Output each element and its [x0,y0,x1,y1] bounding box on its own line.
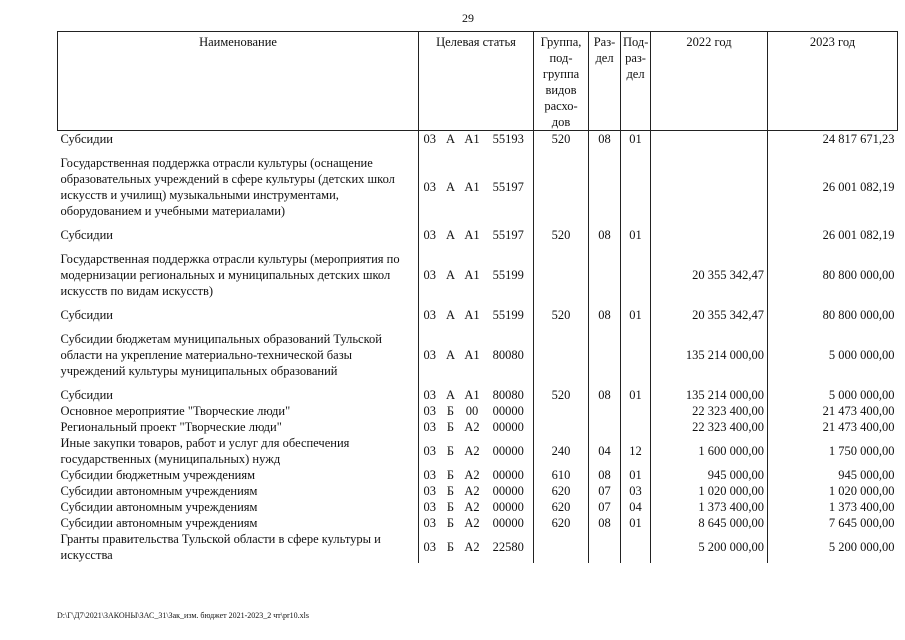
amount-2023: 1 020 000,00 [768,483,898,499]
header-expense-group [534,32,589,131]
razdel: 07 [589,499,621,515]
podrazdel [621,531,651,563]
table-row [58,251,898,299]
header-podrazdel [621,32,651,131]
amount-2023: 1 373 400,00 [768,499,898,515]
row-name: Государственная поддержка отрасли культуры (мероприятия по модернизации региональных и муниципальных детских школ искусств по видам искусств) [60,252,400,298]
row-spacer [58,299,898,307]
table-row [58,307,898,323]
expense-group [534,251,589,299]
amount-2022 [651,131,768,148]
amount-2022 [651,227,768,243]
spacer-cell [589,219,621,227]
expense-group: 620 [534,483,589,499]
spacer-cell [534,323,589,331]
amount-2023: 21 473 400,00 [768,419,898,435]
spacer-cell [621,147,651,155]
header-razdel-line: дел [595,51,614,65]
table-row [58,131,898,148]
spacer-cell [768,323,898,331]
target-code-event: А2 [464,540,480,554]
spacer-cell [461,323,484,331]
spacer-cell [461,147,484,155]
header-razdel-line: Раз- [593,35,616,49]
spacer-cell [484,243,534,251]
expense-group: 610 [534,467,589,483]
row-name: Субсидии бюджетным учреждениям [60,468,256,482]
spacer-cell [58,147,419,155]
spacer-cell [589,147,621,155]
podrazdel: 01 [621,227,651,243]
target-code-direction: 00000 [492,468,524,482]
row-spacer [58,379,898,387]
target-code-program: 03 [419,515,441,531]
razdel: 08 [589,131,621,148]
amount-2022: 135 214 000,00 [651,331,768,379]
amount-2023: 5 000 000,00 [768,387,898,403]
podrazdel: 01 [621,387,651,403]
expense-group [534,531,589,563]
table-body [58,131,898,564]
expense-group: 520 [534,307,589,323]
target-code-program: 03 [419,531,441,563]
target-code-event: А2 [464,468,480,482]
expense-group: 240 [534,435,589,467]
spacer-cell [589,299,621,307]
spacer-cell [419,243,441,251]
spacer-cell [461,219,484,227]
target-code-event: А2 [464,516,480,530]
spacer-cell [441,379,461,387]
podrazdel [621,419,651,435]
spacer-cell [621,323,651,331]
target-code-subprogram: Б [446,484,455,498]
podrazdel: 01 [621,467,651,483]
target-code-program: 03 [419,467,441,483]
expense-group: 520 [534,387,589,403]
expense-group: 620 [534,499,589,515]
target-code-subprogram: А [445,388,456,402]
expense-group [534,403,589,419]
target-code-program: 03 [419,307,441,323]
header-group-line: видов [545,83,577,97]
table-row [58,331,898,379]
row-name: Региональный проект "Творческие люди" [60,420,282,434]
target-code-subprogram: А [445,180,456,194]
spacer-cell [441,147,461,155]
header-name: Наименование [58,32,419,131]
podrazdel [621,331,651,379]
header-group-line: группа [542,67,580,81]
budget-table [57,31,898,563]
amount-2022: 20 355 342,47 [651,307,768,323]
header-podrazdel-line: дел [626,67,645,81]
table-header-row [58,32,898,131]
expense-group [534,331,589,379]
amount-2022: 1 600 000,00 [651,435,768,467]
amount-2023: 5 000 000,00 [768,331,898,379]
row-name: Гранты правительства Тульской области в сфере культуры и искусства [60,532,381,562]
target-code-subprogram: А [445,228,456,242]
target-code-program: 03 [419,387,441,403]
target-code-subprogram: А [445,348,456,362]
spacer-cell [484,299,534,307]
podrazdel: 12 [621,435,651,467]
spacer-cell [419,379,441,387]
amount-2022: 1 373 400,00 [651,499,768,515]
header-year-2023: 2023 год [768,32,898,131]
target-code-program: 03 [419,403,441,419]
table-row [58,403,898,419]
target-code-program: 03 [419,227,441,243]
spacer-cell [534,379,589,387]
spacer-cell [768,147,898,155]
row-name: Иные закупки товаров, работ и услуг для обеспечения государственных (муниципальных) нужд [60,436,350,466]
row-name: Субсидии [60,132,113,146]
header-razdel [589,32,621,131]
amount-2023: 945 000,00 [768,467,898,483]
spacer-cell [621,299,651,307]
razdel: 08 [589,387,621,403]
spacer-cell [58,219,419,227]
razdel [589,155,621,219]
razdel [589,251,621,299]
razdel [589,531,621,563]
target-code-direction: 80080 [492,348,524,362]
amount-2022: 8 645 000,00 [651,515,768,531]
spacer-cell [651,323,768,331]
razdel: 08 [589,515,621,531]
table-row [58,531,898,563]
spacer-cell [441,219,461,227]
target-code-subprogram: Б [446,500,455,514]
row-name: Субсидии [60,228,113,242]
target-code-event: А2 [464,444,480,458]
table-row [58,515,898,531]
spacer-cell [461,243,484,251]
spacer-cell [534,243,589,251]
podrazdel [621,251,651,299]
spacer-cell [484,379,534,387]
spacer-cell [621,243,651,251]
header-target-article: Целевая статья [419,32,534,131]
target-code-direction: 55199 [492,308,524,322]
spacer-cell [419,299,441,307]
amount-2023: 26 001 082,19 [768,155,898,219]
target-code-program: 03 [419,155,441,219]
amount-2022: 20 355 342,47 [651,251,768,299]
spacer-cell [419,323,441,331]
row-name: Государственная поддержка отрасли культуры (оснащение образовательных учреждений в сфере культуры (детских школ искусств и училищ) музыкальными инструментами, оборудованием и учебными материалами) [60,156,395,218]
podrazdel: 03 [621,483,651,499]
target-code-direction: 00000 [492,444,524,458]
spacer-cell [768,219,898,227]
spacer-cell [589,243,621,251]
expense-group: 520 [534,227,589,243]
spacer-cell [768,243,898,251]
spacer-cell [589,379,621,387]
spacer-cell [419,147,441,155]
target-code-event: А2 [464,484,480,498]
row-name: Основное мероприятие "Творческие люди" [60,404,291,418]
target-code-direction: 00000 [492,516,524,530]
target-code-subprogram: А [445,308,456,322]
amount-2023: 80 800 000,00 [768,251,898,299]
target-code-subprogram: Б [446,516,455,530]
spacer-cell [651,219,768,227]
row-spacer [58,219,898,227]
target-code-program: 03 [419,131,441,148]
row-spacer [58,147,898,155]
target-code-subprogram: Б [446,404,455,418]
spacer-cell [534,299,589,307]
spacer-cell [461,379,484,387]
razdel: 08 [589,227,621,243]
amount-2022: 5 200 000,00 [651,531,768,563]
razdel [589,331,621,379]
header-group-line: Группа, [540,35,582,49]
header-year-2022: 2022 год [651,32,768,131]
header-podrazdel-line: раз- [625,51,646,65]
spacer-cell [484,323,534,331]
table-row [58,419,898,435]
target-code-subprogram: Б [446,540,455,554]
amount-2022: 22 323 400,00 [651,403,768,419]
target-code-program: 03 [419,435,441,467]
target-code-event: А1 [464,132,480,146]
target-code-program: 03 [419,331,441,379]
row-name: Субсидии [60,308,113,322]
header-group-line: дов [551,115,571,129]
spacer-cell [651,243,768,251]
target-code-direction: 55199 [492,268,524,282]
table-row [58,227,898,243]
amount-2023: 80 800 000,00 [768,307,898,323]
amount-2023: 1 750 000,00 [768,435,898,467]
spacer-cell [651,379,768,387]
target-code-event: 00 [465,404,479,418]
spacer-cell [651,147,768,155]
expense-group: 520 [534,131,589,148]
target-code-event: А1 [464,388,480,402]
row-name: Субсидии бюджетам муниципальных образований Тульской области на укрепление материально-технической базы учреждений культуры муниципальных образований [60,332,382,378]
page-number: 29 [462,11,474,25]
spacer-cell [441,243,461,251]
target-code-event: А1 [464,228,480,242]
spacer-cell [441,323,461,331]
header-podrazdel-line: Под- [623,35,649,49]
expense-group [534,419,589,435]
target-code-subprogram: Б [446,468,455,482]
podrazdel: 01 [621,307,651,323]
spacer-cell [534,219,589,227]
amount-2023: 7 645 000,00 [768,515,898,531]
target-code-event: А2 [464,420,480,434]
target-code-program: 03 [419,499,441,515]
target-code-direction: 00000 [492,484,524,498]
amount-2022: 135 214 000,00 [651,387,768,403]
target-code-direction: 80080 [492,388,524,402]
row-spacer [58,323,898,331]
target-code-direction: 00000 [492,500,524,514]
target-code-program: 03 [419,251,441,299]
spacer-cell [768,379,898,387]
table-row [58,467,898,483]
razdel: 07 [589,483,621,499]
amount-2023: 5 200 000,00 [768,531,898,563]
spacer-cell [419,219,441,227]
amount-2022: 22 323 400,00 [651,419,768,435]
row-name: Субсидии [60,388,113,402]
target-code-direction: 55197 [492,228,524,242]
amount-2023: 21 473 400,00 [768,403,898,419]
row-name: Субсидии автономным учреждениям [60,484,258,498]
amount-2022 [651,155,768,219]
razdel: 08 [589,307,621,323]
spacer-cell [461,299,484,307]
spacer-cell [441,299,461,307]
header-group-line: под- [549,51,573,65]
target-code-direction: 00000 [492,420,524,434]
table-row [58,435,898,467]
amount-2022: 1 020 000,00 [651,483,768,499]
amount-2022: 945 000,00 [651,467,768,483]
target-code-direction: 00000 [492,404,524,418]
target-code-subprogram: Б [446,444,455,458]
target-code-event: А2 [464,500,480,514]
razdel: 04 [589,435,621,467]
spacer-cell [589,323,621,331]
podrazdel [621,155,651,219]
target-code-direction: 55197 [492,180,524,194]
spacer-cell [621,379,651,387]
razdel [589,419,621,435]
target-code-event: А1 [464,348,480,362]
expense-group [534,155,589,219]
row-spacer [58,243,898,251]
target-code-event: А1 [464,180,480,194]
podrazdel: 01 [621,515,651,531]
row-name: Субсидии автономным учреждениям [60,516,258,530]
razdel [589,403,621,419]
table-row [58,155,898,219]
row-name: Субсидии автономным учреждениям [60,500,258,514]
podrazdel: 01 [621,131,651,148]
spacer-cell [58,299,419,307]
spacer-cell [58,243,419,251]
spacer-cell [621,219,651,227]
spacer-cell [534,147,589,155]
expense-group: 620 [534,515,589,531]
target-code-subprogram: А [445,268,456,282]
razdel: 08 [589,467,621,483]
spacer-cell [768,299,898,307]
target-code-direction: 22580 [492,540,524,554]
spacer-cell [651,299,768,307]
header-group-line: расхо- [544,99,578,113]
footer-file-path: D:\Г\Д7\2021\ЗАКОНЫ\ЗАС_31\Зак_изм. бюджет 2021-2023_2 чт\pr10.xls [57,611,310,620]
spacer-cell [484,219,534,227]
target-code-program: 03 [419,419,441,435]
table-row [58,387,898,403]
target-code-event: А1 [464,268,480,282]
spacer-cell [58,379,419,387]
spacer-cell [58,323,419,331]
table-row [58,499,898,515]
amount-2023: 24 817 671,23 [768,131,898,148]
target-code-subprogram: Б [446,420,455,434]
target-code-direction: 55193 [492,132,524,146]
amount-2023: 26 001 082,19 [768,227,898,243]
podrazdel [621,403,651,419]
target-code-event: А1 [464,308,480,322]
podrazdel: 04 [621,499,651,515]
target-code-subprogram: А [445,132,456,146]
table-row [58,483,898,499]
spacer-cell [484,147,534,155]
target-code-program: 03 [419,483,441,499]
